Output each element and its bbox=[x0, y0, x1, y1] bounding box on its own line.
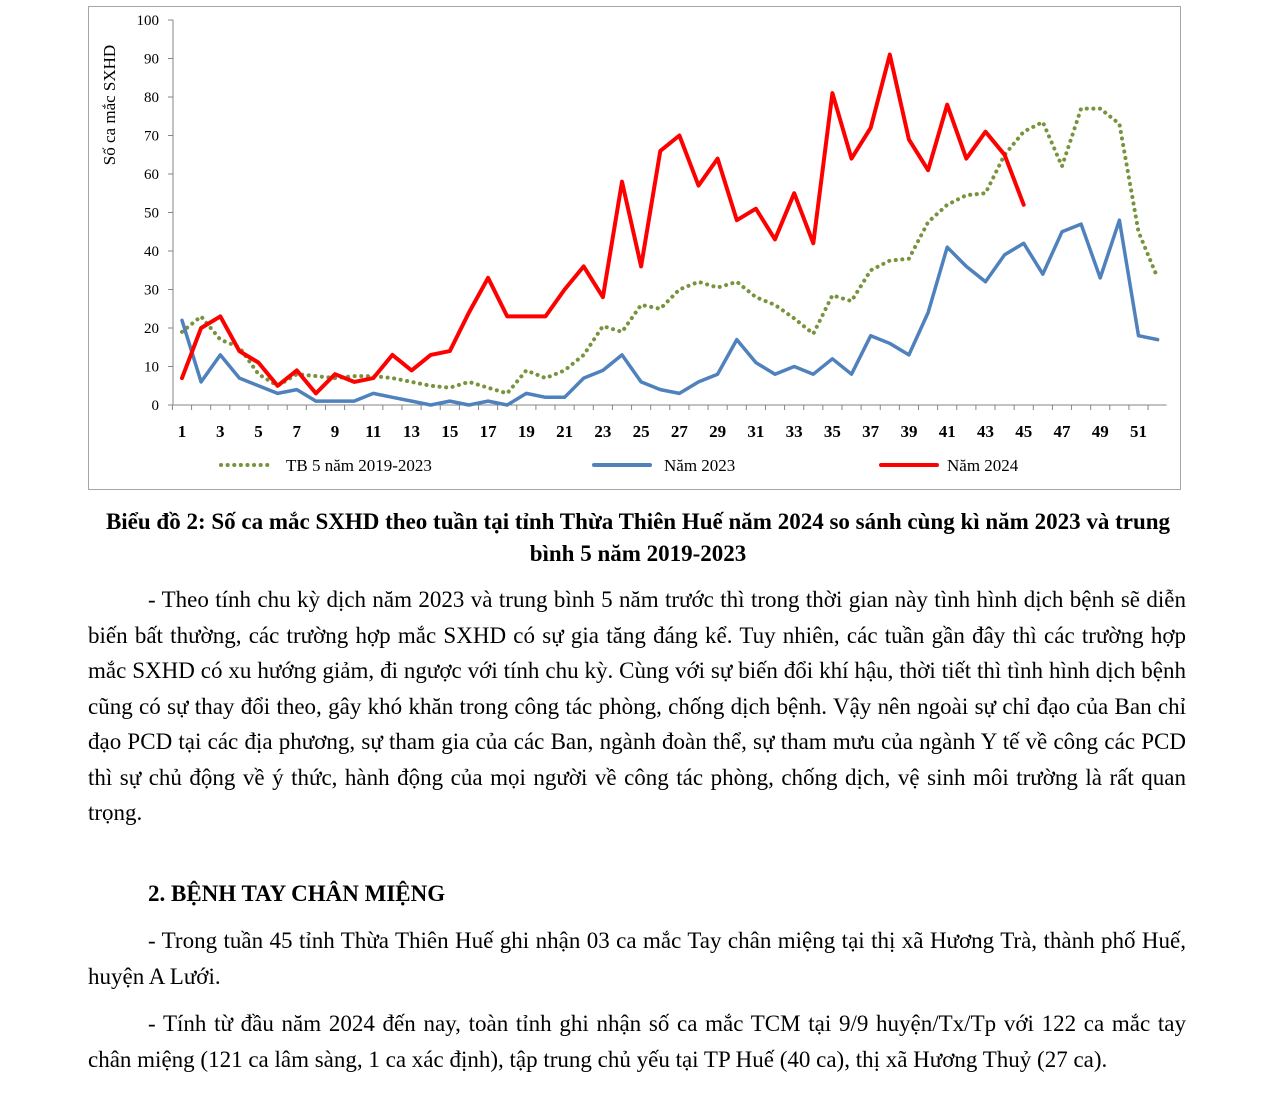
x-tick-label: 23 bbox=[594, 422, 612, 441]
x-tick-label: 7 bbox=[292, 422, 302, 441]
y-axis-label: Số ca mắc SXHD bbox=[100, 44, 119, 166]
chart-legend bbox=[221, 456, 1019, 475]
y-tick-label: 60 bbox=[144, 167, 159, 183]
y-tick-label: 40 bbox=[144, 244, 159, 260]
x-tick-label: 13 bbox=[403, 422, 421, 441]
paragraph-year-total bbox=[88, 1006, 1186, 1077]
x-tick-label: 39 bbox=[900, 422, 918, 441]
y-tick-label: 20 bbox=[144, 321, 159, 337]
x-tick-label: 35 bbox=[823, 422, 841, 441]
x-tick-label: 27 bbox=[670, 422, 688, 441]
series-line-2 bbox=[182, 55, 1024, 394]
paragraph-text: - Theo tính chu kỳ dịch năm 2023 và trung bình 5 năm trước thì trong thời gian này tình hình dịch bệnh sẽ diễn biến bất thường, các trường hợp mắc SXHD có sự gia tăng đáng kể. Tuy nhiên, các tuần gần đây thì các trường hợp mắc SXHD có xu hướng giảm, đi ngược với tính chu kỳ. Cùng với sự biến đổi khí hậu, thời tiết thì tình hình dịch bệnh cũng có sự thay đổi theo, gây khó khăn trong công tác phòng, chống dịch bệnh. Vậy nên ngoài sự chỉ đạo của Ban chỉ đạo PCD tại các địa phương, sự tham gia của các Ban, ngành đoàn thể, sự tham mưu của ngành Y tế về công các PCD thì sự chủ động về ý thức, hành động của mọi người về công tác phòng, chống dịch, vệ sinh môi trường là rất quan trọng. bbox=[88, 587, 1186, 825]
y-tick-label: 70 bbox=[144, 128, 159, 145]
chart-series bbox=[182, 55, 1158, 405]
y-tick-label: 100 bbox=[136, 13, 159, 29]
x-tick-label: 49 bbox=[1091, 422, 1109, 441]
x-tick-label: 25 bbox=[632, 422, 650, 441]
legend-label-1: Năm 2023 bbox=[664, 456, 736, 475]
x-tick-label: 9 bbox=[330, 422, 340, 441]
x-tick-label: 21 bbox=[556, 422, 574, 441]
x-tick-label: 33 bbox=[785, 422, 803, 441]
x-tick-label: 41 bbox=[938, 422, 956, 441]
x-tick-label: 51 bbox=[1130, 422, 1147, 441]
chart-caption: Biểu đồ 2: Số ca mắc SXHD theo tuần tại tỉnh Thừa Thiên Huế năm 2024 so sánh cùng kì năm 2023 và trung bình 5 năm 2019-2023 bbox=[105, 509, 1171, 566]
x-tick-label: 29 bbox=[709, 422, 727, 441]
y-tick-label: 0 bbox=[151, 398, 159, 414]
x-tick-label: 11 bbox=[365, 422, 382, 441]
y-tick-label: 10 bbox=[144, 359, 159, 376]
x-tick-label: 3 bbox=[216, 422, 225, 441]
y-tick-label: 50 bbox=[144, 205, 159, 222]
paragraph-text: - Tính từ đầu năm 2024 đến nay, toàn tỉnh ghi nhận số ca mắc TCM tại 9/9 huyện/Tx/Tp với 122 ca mắc tay chân miệng (121 ca lâm sàng, 1 ca xác định), tập trung chủ yếu tại TP Huế (40 ca), thị xã Hương Thuỷ (27 ca). bbox=[88, 1011, 1186, 1072]
x-tick-label: 45 bbox=[1015, 422, 1033, 441]
paragraph-dengue-summary bbox=[88, 582, 1186, 831]
x-tick-label: 17 bbox=[479, 422, 497, 441]
legend-label-0: TB 5 năm 2019-2023 bbox=[286, 456, 432, 475]
y-tick-label: 80 bbox=[144, 90, 159, 106]
x-tick-label: 43 bbox=[976, 422, 994, 441]
section-heading-hand-foot-mouth: 2. BỆNH TAY CHÂN MIỆNG bbox=[148, 881, 446, 906]
paragraph-text: - Trong tuần 45 tỉnh Thừa Thiên Huế ghi nhận 03 ca mắc Tay chân miệng tại thị xã Hương Trà, thành phố Huế, huyện A Lưới. bbox=[88, 928, 1186, 989]
x-tick-label: 15 bbox=[441, 422, 459, 441]
y-tick-label: 30 bbox=[144, 282, 159, 299]
x-tick-label: 1 bbox=[177, 422, 187, 441]
x-tick-label: 47 bbox=[1053, 422, 1071, 441]
line-chart bbox=[89, 7, 1180, 489]
chart-frame bbox=[88, 6, 1181, 490]
paragraph-week-45 bbox=[88, 923, 1186, 994]
x-tick-label: 5 bbox=[254, 422, 263, 441]
y-tick-label: 90 bbox=[144, 51, 159, 68]
legend-label-2: Năm 2024 bbox=[947, 456, 1019, 475]
x-tick-label: 19 bbox=[517, 422, 535, 441]
x-tick-label: 37 bbox=[862, 422, 880, 441]
x-tick-label: 31 bbox=[747, 422, 765, 441]
